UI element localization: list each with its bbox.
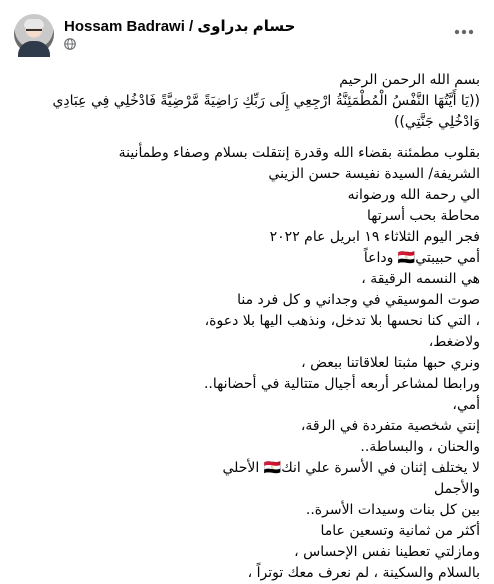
post-line: بقلوب مطمئنة بقضاء الله وقدرة إنتقلت بسلام وصفاء وطمأنينة	[118, 145, 480, 161]
paragraph-gap	[14, 133, 480, 143]
post-line: فجر اليوم الثلاثاء ١٩ ابريل عام ٢٠٢٢	[269, 229, 480, 245]
avatar-glasses	[26, 29, 42, 35]
post-body	[14, 70, 480, 584]
post-header	[14, 14, 480, 58]
post-line: إنتي شخصية متفردة في الرقة،	[300, 418, 480, 434]
post-line: ومازلتي تعطينا نفس الإحساس ،	[294, 544, 480, 560]
post-line: بين كل بنات وسيدات الأسرة..	[305, 502, 480, 518]
post-line: محاطة بحب أسرتها	[367, 208, 480, 224]
post-line: أكثر من ثمانية وتسعين عاما	[320, 523, 480, 539]
avatar-hair	[24, 19, 44, 28]
avatar-suit	[18, 41, 50, 57]
post-line: وَادْخُلِي جَنَّتِي))	[394, 114, 480, 130]
post-line: والأجمل	[434, 481, 480, 497]
post-line: ونري حبها مثبتا لعلاقاتنا ببعض ،	[301, 355, 480, 371]
post-line: الشريفة/ السيدة نفيسة حسن الزيني	[268, 166, 480, 182]
post-line: ((يَا أَيَّتُهَا النَّفْسُ الْمُطْمَئِنَّةُ ارْجِعِي إِلَى رَبِّكِ رَاضِيَةً مَّرْضِيَّةً فَادْخُلِي فِي عِبَادِي	[52, 93, 480, 109]
post-line: لا يختلف إثنان في الأسرة علي انك🇪🇬 الأحلي	[222, 460, 480, 476]
post-line: ، التي كنا نحسها بلا تدخل، ونذهب اليها بلا دعوة،	[204, 313, 480, 329]
post-line: الي رحمة الله ورضوانه	[347, 187, 480, 203]
author-name[interactable]: Hossam Badrawi / حسام بدراوى	[64, 18, 296, 35]
post-line: بسم الله الرحمن الرحيم	[339, 72, 480, 88]
avatar[interactable]	[14, 14, 54, 54]
post-line: أمي،	[452, 397, 480, 413]
post-line: أمي حبيبتي🇪🇬 وداعاً	[363, 250, 480, 266]
post-line: بالسلام والسكينة ، لم نعرف معك توتراً ،	[247, 565, 480, 581]
post-line: صوت الموسيقي في وجداني و كل فرد منا	[237, 292, 480, 308]
post-meta	[64, 38, 76, 50]
post-line: هي النسمه الرقيقة ،	[361, 271, 480, 287]
globe-icon[interactable]	[64, 38, 76, 50]
more-horizontal-icon[interactable]	[452, 20, 476, 44]
post-line: ورابطا لمشاعر أربعه أجيال متتالية في أحضانها..	[203, 376, 480, 392]
post-line: ولاضغط،	[428, 334, 480, 350]
post-line: والحنان ، والبساطة..	[360, 439, 480, 455]
